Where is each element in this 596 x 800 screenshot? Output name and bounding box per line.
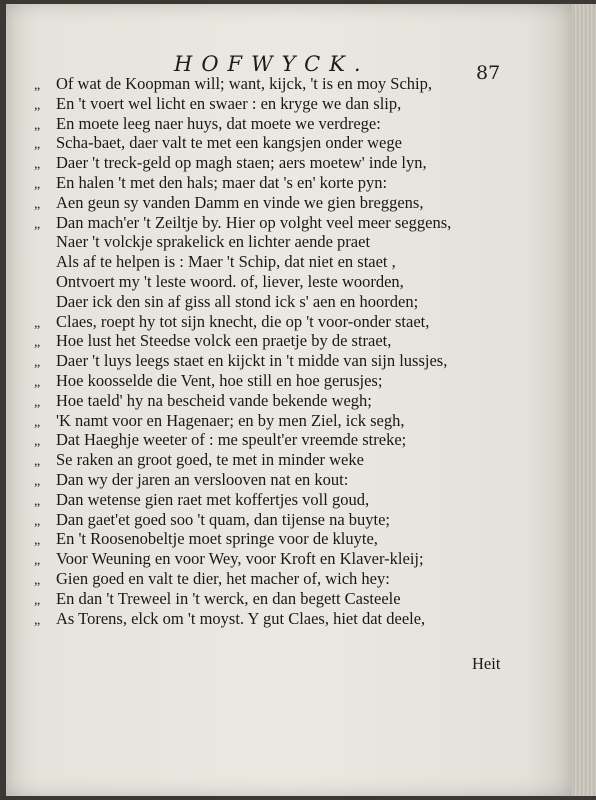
verse-text: Als af te helpen is : Maer 't Schip, dat niet en staet ,: [56, 252, 396, 272]
quote-mark: „: [34, 216, 41, 232]
verse-line: [34, 549, 554, 569]
verse-line: [34, 529, 554, 549]
verse-line: [34, 331, 554, 351]
verse-text: Claes, roept hy tot sijn knecht, die op 't voor-onder staet,: [56, 311, 430, 331]
verse-line: [34, 272, 554, 292]
verse-text: En 't Roosenobeltje moet springe voor de kluyte,: [56, 529, 378, 549]
verse-line: [34, 609, 554, 629]
verse-line: [34, 351, 554, 371]
verse-line: [34, 153, 554, 173]
verse-text: As Torens, elck om 't moyst. Y gut Claes, hiet dat deele,: [56, 608, 426, 628]
quote-mark: „: [34, 196, 41, 212]
verse-line: [34, 94, 554, 114]
quote-mark: „: [34, 335, 41, 351]
verse-text: Dan wetense gien raet met koffertjes voll goud,: [56, 489, 370, 509]
quote-mark: „: [34, 78, 41, 93]
verse-text: Dan wy der jaren an verslooven nat en kout:: [56, 469, 349, 489]
quote-mark: „: [34, 454, 41, 470]
verse-text: Daer 't luys leegs staet en kijckt in 't midde van sijn lussjes,: [56, 351, 448, 371]
running-head: HOFWYCK.: [174, 52, 370, 76]
verse-text: En halen 't met den hals; maer dat 's en' korte pyn:: [56, 172, 388, 192]
verse-text: 'K namt voor en Hagenaer; en by men Ziel, ick segh,: [56, 410, 405, 430]
verse-text: En dan 't Treweel in 't werck, en dan begett Casteele: [56, 588, 401, 608]
quote-mark: „: [34, 434, 41, 450]
verse-line: [34, 411, 554, 431]
verse-text: Naer 't volckje sprakelick en lichter aende praet: [56, 232, 371, 252]
quote-mark: „: [34, 513, 41, 529]
verse-line: [34, 312, 554, 332]
verse-text: Ontvoert my 't leste woord. of, liever, leste woorden,: [56, 271, 404, 291]
verse-line: [34, 589, 554, 609]
verse-line: [34, 173, 554, 193]
verse-line: [34, 569, 554, 589]
quote-mark: „: [34, 157, 41, 173]
page-number: 87: [476, 62, 501, 84]
poem-text: [34, 74, 554, 628]
verse-text: Dan gaet'et goed soo 't quam, dan tijense na buyte;: [56, 509, 391, 529]
verse-line: [34, 510, 554, 530]
quote-mark: „: [34, 355, 41, 371]
verse-line: [34, 114, 554, 134]
verse-line: [34, 430, 554, 450]
verse-text: Hoe taeld' hy na bescheid vande bekende wegh;: [56, 390, 372, 410]
verse-text: Voor Weuning en voor Wey, voor Kroft en Klaver-kleij;: [56, 549, 424, 569]
verse-text: Hoe lust het Steedse volck een praetje by de straet,: [56, 331, 392, 351]
verse-line: [34, 450, 554, 470]
verse-text: Of wat de Koopman will; want, kijck, 't is en moy Schip,: [56, 74, 433, 93]
verse-text: Scha-baet, daer valt te met een kangsjen onder wege: [56, 133, 402, 153]
quote-mark: „: [34, 414, 41, 430]
quote-mark: „: [34, 612, 41, 628]
quote-mark: „: [34, 473, 41, 489]
verse-line: [34, 193, 554, 213]
verse-text: En 't voert wel licht en swaer : en kryge we dan slip,: [56, 93, 402, 113]
verse-line: [34, 133, 554, 153]
quote-mark: „: [34, 592, 41, 608]
quote-mark: „: [34, 117, 41, 133]
quote-mark: „: [34, 572, 41, 588]
verse-text: En moete leeg naer huys, dat moete we verdrege:: [56, 113, 381, 133]
quote-mark: „: [34, 315, 41, 331]
quote-mark: „: [34, 493, 41, 509]
verse-line: [34, 252, 554, 272]
verse-line: [34, 391, 554, 411]
verse-text: Dan mach'er 't Zeiltje by. Hier op volght veel meer seggens,: [56, 212, 452, 232]
verse-line: [34, 292, 554, 312]
quote-mark: „: [34, 533, 41, 549]
verse-text: Daer ick den sin af giss all stond ick s' aen en hoorden;: [56, 291, 419, 311]
verse-text: Hoe koosselde die Vent, hoe still en hoe gerusjes;: [56, 370, 383, 390]
verse-line: [34, 74, 554, 94]
quote-mark: „: [34, 553, 41, 569]
verse-line: [34, 371, 554, 391]
quote-mark: „: [34, 137, 41, 153]
verse-text: Daer 't treck-geld op magh staen; aers moetew' inde lyn,: [56, 153, 427, 173]
catchword: Heit: [472, 654, 501, 673]
verse-text: Se raken an groot goed, te met in minder weke: [56, 450, 364, 470]
page-edges: [572, 4, 596, 796]
quote-mark: „: [34, 374, 41, 390]
verse-line: [34, 470, 554, 490]
quote-mark: „: [34, 176, 41, 192]
verse-line: [34, 213, 554, 233]
book-page: [6, 4, 572, 796]
quote-mark: „: [34, 394, 41, 410]
verse-line: [34, 490, 554, 510]
quote-mark: „: [34, 97, 41, 113]
verse-text: Dat Haeghje weeter of : me speult'er vreemde streke;: [56, 430, 407, 450]
verse-line: [34, 232, 554, 252]
verse-text: Gien goed en valt te dier, het macher of, wich hey:: [56, 568, 390, 588]
verse-text: Aen geun sy vanden Damm en vinde we gien breggens,: [56, 192, 424, 212]
